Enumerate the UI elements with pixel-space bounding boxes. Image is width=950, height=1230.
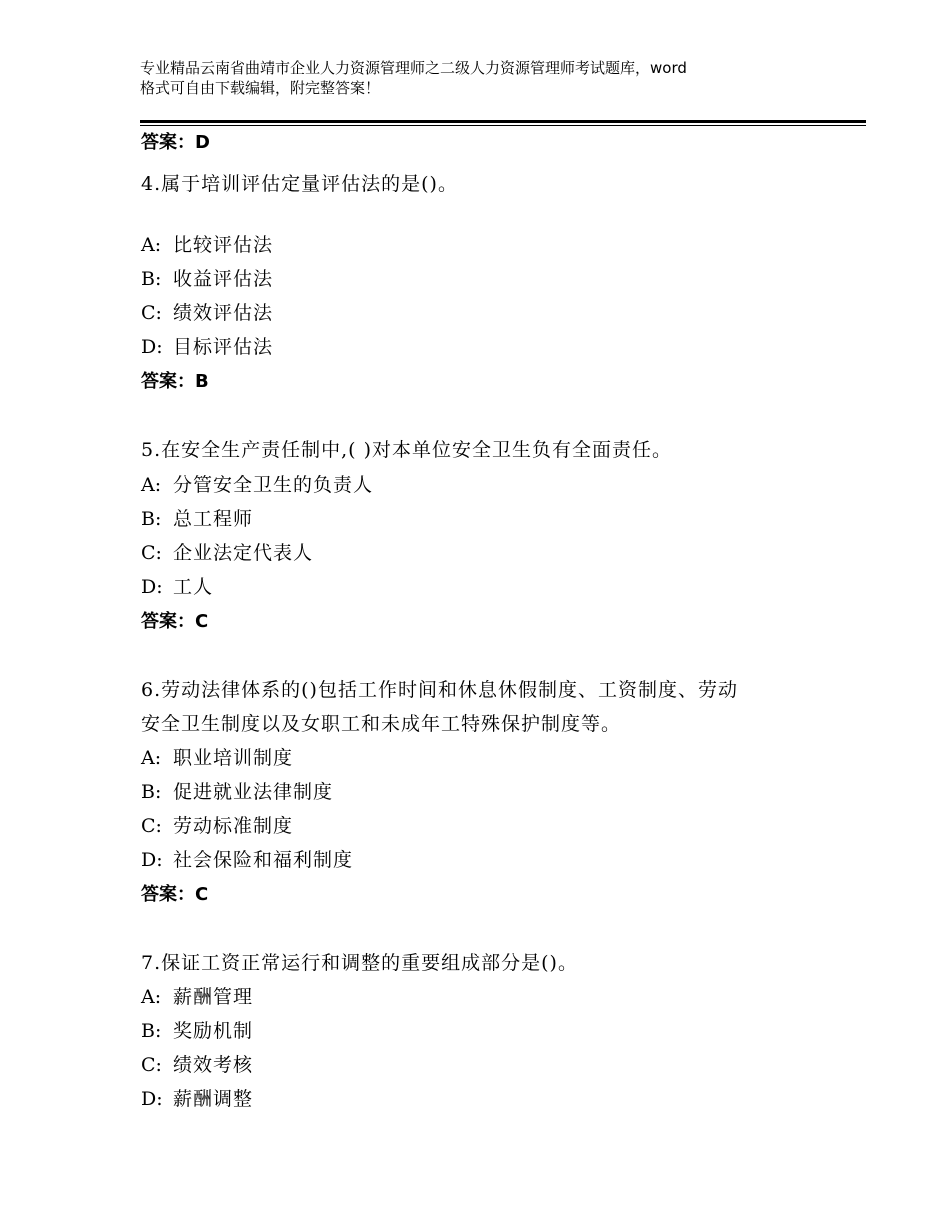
- option-text: 绩效评估法: [173, 302, 274, 324]
- question-7-stem: 7.保证工资正常运行和调整的重要组成部分是()。: [141, 952, 578, 974]
- header-line-1: 专业精品云南省曲靖市企业人力资源管理师之二级人力资源管理师考试题库，word: [140, 59, 687, 77]
- question-5-option-c: [141, 541, 313, 565]
- question-5-stem: 5.在安全生产责任制中,( )对本单位安全卫生负有全面责任。: [141, 439, 673, 461]
- question-5-option-b: [141, 507, 253, 531]
- header-line-2: 格式可自由下载编辑，附完整答案！: [140, 79, 381, 97]
- option-letter: C:: [141, 1054, 162, 1076]
- option-letter: C:: [141, 815, 162, 837]
- option-text: 绩效考核: [173, 1054, 254, 1076]
- question-7-option-a: [141, 985, 253, 1009]
- option-text: 总工程师: [173, 508, 254, 530]
- option-text: 职业培训制度: [173, 747, 294, 769]
- header-rule-thin: [140, 125, 866, 126]
- option-text: 目标评估法: [173, 336, 274, 358]
- question-4-stem: 4.属于培训评估定量评估法的是()。: [141, 173, 458, 195]
- option-letter: D:: [141, 849, 163, 871]
- option-text: 薪酬管理: [173, 986, 254, 1008]
- option-text: 收益评估法: [173, 268, 274, 290]
- question-6-stem-line-2: 安全卫生制度以及女职工和未成年工特殊保护制度等。: [141, 713, 622, 735]
- option-letter: D:: [141, 576, 163, 598]
- question-4-option-d: [141, 335, 273, 359]
- option-letter: B:: [141, 268, 162, 290]
- option-text: 促进就业法律制度: [173, 781, 334, 803]
- option-letter: B:: [141, 1020, 162, 1042]
- option-letter: D:: [141, 336, 163, 358]
- question-6-option-c: [141, 814, 293, 838]
- question-5-option-a: [141, 473, 373, 497]
- header-rule-thick: [140, 120, 866, 123]
- question-7-option-b: [141, 1019, 253, 1043]
- question-4-option-a: [141, 233, 273, 257]
- option-letter: C:: [141, 542, 162, 564]
- option-text: 企业法定代表人: [173, 542, 314, 564]
- question-6-option-b: [141, 780, 333, 804]
- option-text: 工人: [173, 576, 214, 598]
- question-5-option-d: [141, 575, 213, 599]
- question-6-option-a: [141, 746, 293, 770]
- option-text: 社会保险和福利制度: [173, 849, 354, 871]
- question-6-stem-line-1: 6.劳动法律体系的()包括工作时间和休息休假制度、工资制度、劳动: [141, 679, 738, 701]
- option-letter: B:: [141, 781, 162, 803]
- question-7-option-c: [141, 1053, 253, 1077]
- option-letter: B:: [141, 508, 162, 530]
- question-4-option-b: [141, 267, 273, 291]
- option-letter: A:: [141, 747, 162, 769]
- question-6-answer: 答案：C: [141, 884, 209, 905]
- question-6-option-d: [141, 848, 353, 872]
- question-4-answer: 答案：B: [141, 371, 209, 392]
- document-header: [140, 58, 840, 98]
- prev-answer: 答案：D: [141, 132, 210, 153]
- option-letter: A:: [141, 234, 162, 256]
- question-7-option-d: [141, 1087, 253, 1111]
- option-text: 分管安全卫生的负责人: [173, 474, 374, 496]
- option-text: 薪酬调整: [173, 1088, 254, 1110]
- question-4-option-c: [141, 301, 273, 325]
- option-letter: A:: [141, 986, 162, 1008]
- option-text: 劳动标准制度: [173, 815, 294, 837]
- option-text: 比较评估法: [173, 234, 274, 256]
- question-5-answer: 答案：C: [141, 611, 209, 632]
- option-letter: C:: [141, 302, 162, 324]
- option-letter: D:: [141, 1088, 163, 1110]
- option-letter: A:: [141, 474, 162, 496]
- option-text: 奖励机制: [173, 1020, 254, 1042]
